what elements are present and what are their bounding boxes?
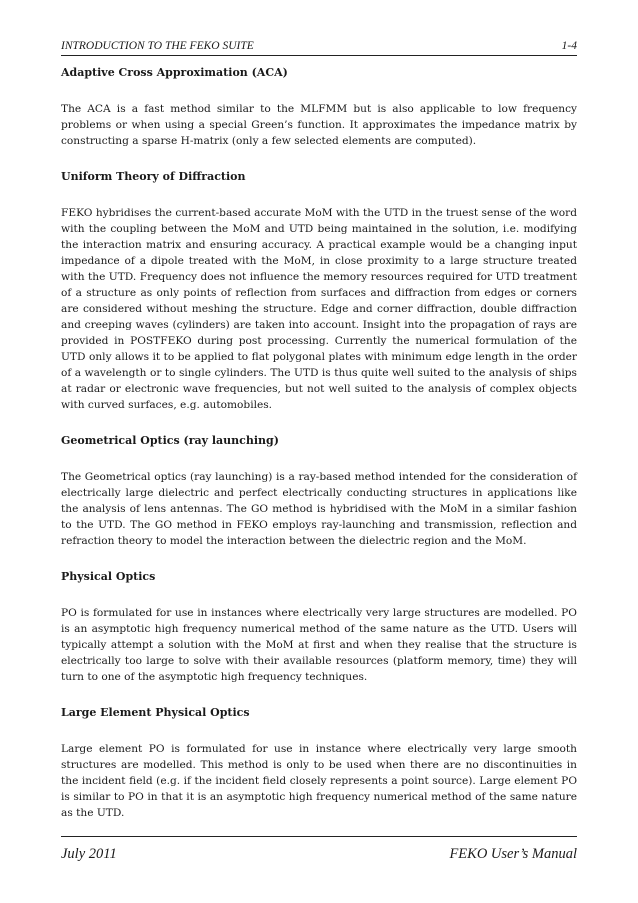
section-heading: Uniform Theory of Diffraction xyxy=(61,170,246,183)
page-content xyxy=(61,65,577,821)
section-utd xyxy=(61,169,577,413)
footer-manual: FEKO User’s Manual xyxy=(449,846,577,862)
section-text: The Geometrical optics (ray launching) is a ray-based method intended for the consideration of electrically large dielectric and perfect electrically conducting structures in applications like the analysis of lens antennas. The GO method is hybridised with the MoM in a similar fashion to the UTD. The GO method in FEKO employs ray-launching and transmission, reflection and refraction theory to model the interaction between the dielectric region and the MoM. xyxy=(61,471,577,547)
section-po xyxy=(61,569,577,685)
section-heading: Geometrical Optics (ray launching) xyxy=(61,434,279,447)
section-lepo xyxy=(61,705,577,821)
section-text: Large element PO is formulated for use in instance where electrically very large smooth structures are modelled. This method is only to be used when there are no discontinuities in the incident field (e.g. if the incident field closely represents a point source). Large element PO is similar to PO in that it is an asymptotic high frequency numerical method of the same nature as the UTD. xyxy=(61,743,577,819)
header-title: INTRODUCTION TO THE FEKO SUITE xyxy=(61,40,254,52)
page-header xyxy=(61,37,577,56)
section-aca xyxy=(61,65,577,149)
footer-date: July 2011 xyxy=(61,846,117,862)
page-number: 1-4 xyxy=(561,40,577,52)
section-go xyxy=(61,433,577,549)
section-heading: Large Element Physical Optics xyxy=(61,706,250,719)
section-heading: Adaptive Cross Approximation (ACA) xyxy=(61,66,288,79)
section-heading: Physical Optics xyxy=(61,570,156,583)
section-text: PO is formulated for use in instances where electrically very large structures are modelled. PO is an asymptotic high frequency numerical method of the same nature as the UTD. Users will typically attempt a solution with the MoM at first and when they realise that the structure is electrically too large to solve with their available resources (platform memory, time) they will turn to one of the asymptotic high frequency techniques. xyxy=(61,607,577,683)
section-text: The ACA is a fast method similar to the MLFMM but is also applicable to low frequency problems or when using a special Green’s function. It approximates the impedance matrix by constructing a sparse H-matrix (only a few selected elements are computed). xyxy=(61,103,577,147)
page-footer xyxy=(61,836,577,867)
section-text: FEKO hybridises the current-based accurate MoM with the UTD in the truest sense of the word with the coupling between the MoM and UTD being maintained in the solution, i.e. modifying the interaction matrix and ensuring accuracy. A practical example would be a changing input impedance of a dipole treated with the MoM, in close proximity to a large structure treated with the UTD. Frequency does not influence the memory resources required for UTD treatment of a structure as only points of reflection from surfaces and diffraction from edges or corners are considered without meshing the structure. Edge and corner diffraction, double diffraction and creeping waves (cylinders) are taken into account. Insight into the propagation of rays are provided in POSTFEKO during post processing. Currently the numerical formulation of the UTD only allows it to be applied to flat polygonal plates with minimum edge length in the order of a wavelength or to single cylinders. The UTD is thus quite well suited to the analysis of ships at radar or electronic wave frequencies, but not well suited to the analysis of complex objects with curved surfaces, e.g. automobiles. xyxy=(61,207,577,411)
